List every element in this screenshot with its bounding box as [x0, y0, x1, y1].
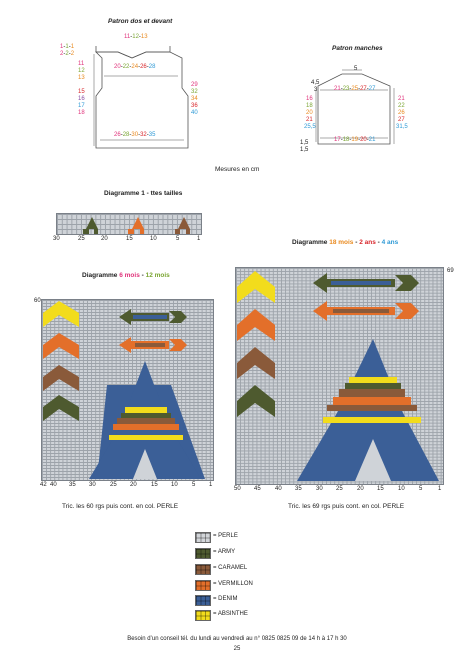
sleeve-top-width: 5 — [354, 66, 358, 72]
diagram1-motif-vermillon — [175, 217, 190, 234]
body-neck-numbers: 11-12-13 — [124, 34, 148, 40]
body-right-num: 29 — [191, 82, 198, 88]
legend-swatch — [195, 580, 211, 591]
large-teepee-band-absinthe — [349, 377, 397, 383]
small-arrow-caramel-stripe — [135, 343, 165, 347]
sleeve-width-top: 21-23-25-27-27 — [334, 86, 376, 92]
body-right-num: 34 — [191, 96, 198, 102]
body-left-num: 15 — [78, 89, 85, 95]
axis-tick: 10 — [398, 486, 405, 492]
axis-tick: 10 — [171, 482, 178, 488]
sleeve-bottom-left: 1,5 — [300, 147, 309, 153]
sleeve-pattern-title: Patron manches — [332, 45, 383, 52]
body-left-num: 11 — [78, 61, 85, 67]
units-label: Mesures en cm — [215, 166, 260, 173]
legend-swatch — [195, 532, 211, 543]
color-legend — [195, 532, 295, 622]
legend-swatch — [195, 595, 211, 606]
legend-swatch — [195, 548, 211, 559]
diagram-small-title: Diagramme 6 mois - 12 mois — [82, 272, 170, 279]
body-left-num: 18 — [78, 110, 85, 116]
large-teepee-band-caramel-2 — [327, 405, 417, 411]
small-teepee-band-absinthe — [125, 407, 167, 413]
body-right-num: 32 — [191, 89, 198, 95]
sleeve-right-num: 21 — [398, 96, 405, 102]
large-chevron-vermillon — [237, 309, 275, 341]
body-left-num: 13 — [78, 75, 85, 81]
axis-tick: 25 — [110, 482, 117, 488]
axis-tick: 20 — [101, 236, 108, 242]
small-chevron-absinthe — [43, 301, 79, 327]
small-chevron-caramel — [43, 365, 79, 391]
axis-tick: 35 — [295, 486, 302, 492]
axis-tick: 20 — [357, 486, 364, 492]
sleeve-right-num: 26 — [398, 110, 405, 116]
large-teepee-band-army — [345, 383, 401, 389]
axis-tick: 10 — [150, 236, 157, 242]
small-chevron-vermillon — [43, 333, 79, 359]
axis-tick: 25 — [336, 486, 343, 492]
legend-label: = PERLE — [213, 533, 238, 539]
axis-tick: 1 — [209, 482, 213, 488]
axis-tick: 50 — [234, 486, 241, 492]
axis-tick: 5 — [176, 236, 180, 242]
axis-tick: 30 — [316, 486, 323, 492]
legend-swatch — [195, 564, 211, 575]
small-arrow-denim-stripe — [133, 315, 167, 319]
body-pattern-title: Patron dos et devant — [108, 18, 173, 25]
sleeve-right-num: 22 — [398, 103, 405, 109]
large-arrow-army-fletch — [395, 275, 419, 291]
legend-label: = VERMILLON — [213, 581, 253, 587]
small-arrow-vermillon-fletch — [169, 339, 187, 351]
large-arrow-denim-stripe — [331, 281, 391, 285]
large-teepee-band-vermillon — [333, 397, 411, 405]
sleeve-right-num: 31,5 — [396, 124, 408, 130]
sleeve-left-small: 3 — [314, 87, 318, 93]
large-chevron-army — [237, 385, 275, 417]
small-chevron-army — [43, 395, 79, 421]
diagram1-title: Diagramme 1 - ttes tailles — [104, 190, 183, 197]
body-left-top-2: 2-2-2 — [60, 51, 75, 57]
axis-tick: 45 — [254, 486, 261, 492]
small-teepee-band-absinthe-2 — [109, 435, 183, 440]
footer-help-text: Besoin d’un conseil tél. du lundi au vendredi au n° 0825 0825 09 de 14 h à 17 h 30 — [127, 636, 347, 642]
large-teepee-band-absinthe-2 — [323, 417, 421, 423]
small-teepee-band-army — [121, 413, 171, 418]
axis-tick: 25 — [78, 236, 85, 242]
axis-tick: 15 — [151, 482, 158, 488]
body-right-num: 40 — [191, 110, 198, 116]
axis-tick: 15 — [377, 486, 384, 492]
large-arrow-vermillon-fletch — [395, 303, 419, 319]
axis-tick: 30 — [53, 236, 60, 242]
diagram1-motif-caramel — [128, 217, 144, 234]
axis-tick: 1 — [438, 486, 442, 492]
diagram-small-motifs — [41, 299, 214, 481]
body-left-num: 17 — [78, 103, 85, 109]
diagram1-motif-army — [83, 217, 98, 234]
axis-tick: 5 — [419, 486, 423, 492]
large-chevron-absinthe — [237, 271, 275, 303]
sleeve-left-num: 25,5 — [304, 124, 316, 130]
diagram-small-row-label: 60 — [34, 298, 41, 304]
body-left-num: 16 — [78, 96, 85, 102]
legend-swatch — [195, 610, 211, 621]
diagram-small-caption: Tric. les 60 rgs puis cont. en col. PERLE — [62, 503, 179, 510]
diagram-large-axis — [234, 486, 444, 494]
sleeve-bottom-left: 1,5 — [300, 140, 309, 146]
large-chevron-caramel — [237, 347, 275, 379]
legend-label: = ABSINTHE — [213, 611, 248, 617]
legend-label: = ARMY — [213, 549, 236, 555]
small-teepee-band-caramel — [117, 418, 175, 424]
small-arrow-army-fletch — [169, 311, 187, 323]
diagram-small-axis — [40, 482, 215, 490]
diagram-large-motifs — [235, 267, 444, 485]
axis-tick: 42 — [40, 482, 47, 488]
sleeve-left-num: 20 — [306, 110, 313, 116]
page-number: 25 — [233, 646, 241, 652]
sleeve-left-num: 21 — [306, 117, 313, 123]
body-left-num: 12 — [78, 68, 85, 74]
axis-tick: 5 — [192, 482, 196, 488]
diagram-large-caption: Tric. les 69 rgs puis cont. en col. PERLE — [288, 503, 405, 510]
axis-tick: 20 — [130, 482, 137, 488]
axis-tick: 15 — [126, 236, 133, 242]
axis-tick: 40 — [275, 486, 282, 492]
axis-tick: 35 — [69, 482, 76, 488]
axis-tick: 30 — [89, 482, 96, 488]
diagram1-motifs — [56, 213, 202, 235]
axis-tick: 1 — [197, 236, 201, 242]
body-left-top-1: 1-1-1 — [60, 44, 75, 50]
sleeve-right-num: 27 — [398, 117, 405, 123]
legend-label: = DENIM — [213, 596, 238, 602]
large-teepee-band-caramel — [339, 389, 405, 397]
small-teepee-band-vermillon — [113, 424, 179, 430]
sleeve-left-top: 4,5 — [311, 80, 320, 86]
diagram-large-row-label: 69 — [447, 268, 454, 274]
sleeve-left-num: 16 — [306, 96, 313, 102]
body-right-num: 36 — [191, 103, 198, 109]
diagram1-axis — [53, 236, 203, 244]
legend-label: = CARAMEL — [213, 565, 248, 571]
sleeve-width-bottom: 17-18-19-20-21 — [334, 137, 376, 143]
sleeve-left-num: 18 — [306, 103, 313, 109]
diagram-large-title: Diagramme 18 mois - 2 ans - 4 ans — [292, 239, 399, 246]
axis-tick: 40 — [50, 482, 57, 488]
body-width-bottom: 26-28-30-32-35 — [114, 132, 156, 138]
large-arrow-caramel-stripe — [333, 309, 389, 313]
body-width-top: 20-22-24-26-28 — [114, 64, 156, 70]
